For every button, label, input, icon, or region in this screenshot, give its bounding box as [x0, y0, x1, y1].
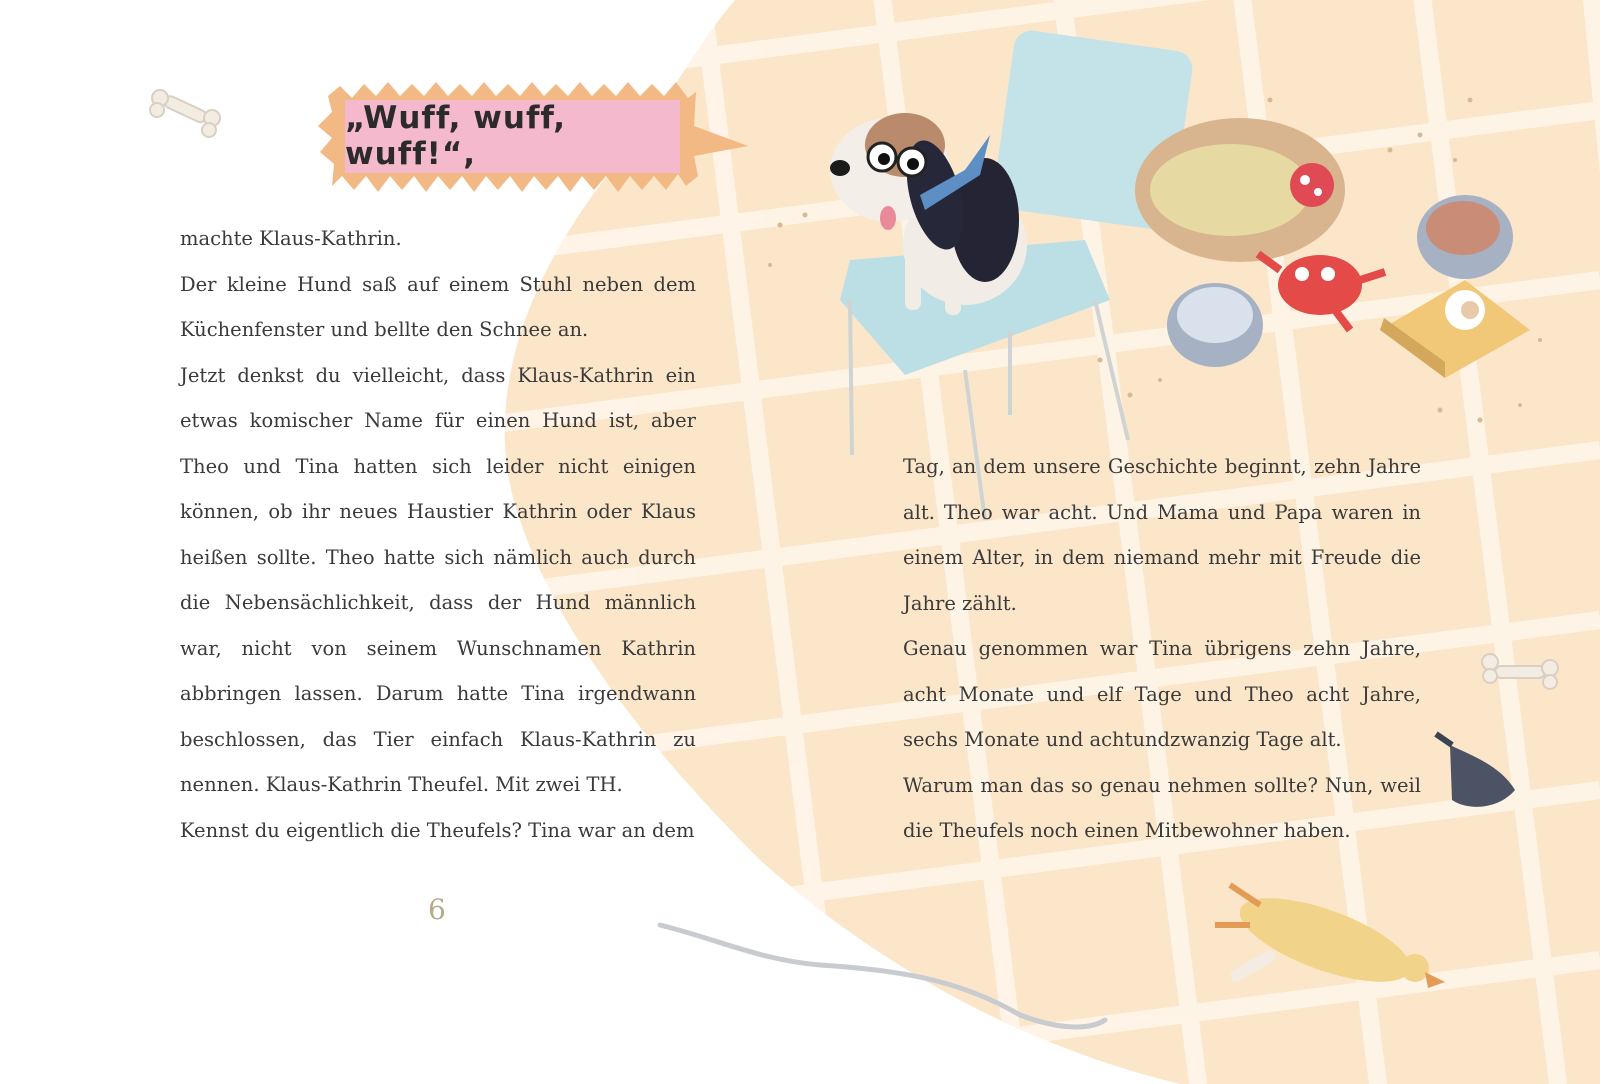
- left-text-column: [180, 216, 696, 853]
- paragraph: machte Klaus-Kathrin.: [180, 227, 402, 250]
- paragraph: Der kleine Hund saß auf einem Stuhl neben dem Küchenfenster und bellte den Schnee an.: [180, 272, 696, 341]
- paragraph: Kennst du eigentlich die Theufels? Tina war an dem: [180, 818, 695, 842]
- left-bone-icon: [150, 90, 220, 137]
- paragraph: Genau genommen war Tina übrigens zehn Jahre, acht Monate und elf Tage und Theo acht Jahre, sechs Monate und achtundzwanzig Tage alt.: [903, 637, 1421, 751]
- paragraph: Tag, an dem unsere Geschichte beginnt, zehn Jahre alt. Theo war acht. Und Mama und Papa waren in einem Alter, in dem niemand mehr mit Freude die Jahre zählt.: [903, 455, 1421, 615]
- food-bowl-icon: [1135, 118, 1345, 262]
- paragraph: Jetzt denkst du vielleicht, dass Klaus-Kathrin ein etwas komischer Name für einen Hund ist, aber Theo und Tina hatten sich leider nicht einigen können, ob ihr neues Haustier Kathrin oder Klaus heißen sollte. Theo hatte sich nämlich auch durch die Nebensächlichkeit, dass der Hund männlich war, nicht von seinem Wunschnamen Kathrin abbringen lassen. Darum hatte Tina irgendwann beschlossen, das Tier einfach Klaus-Kathrin zu nennen. Klaus-Kathrin Theufel. Mit zwei TH.: [180, 363, 696, 796]
- right-text-column: [903, 444, 1421, 854]
- page-number: 6: [428, 893, 446, 926]
- speech-bubble-text: „Wuff, wuff, wuff!“,: [345, 100, 566, 172]
- paragraph: Warum man das so genau nehmen sollte? Nun, weil die Theufels noch einen Mitbewohner haben.: [903, 773, 1421, 842]
